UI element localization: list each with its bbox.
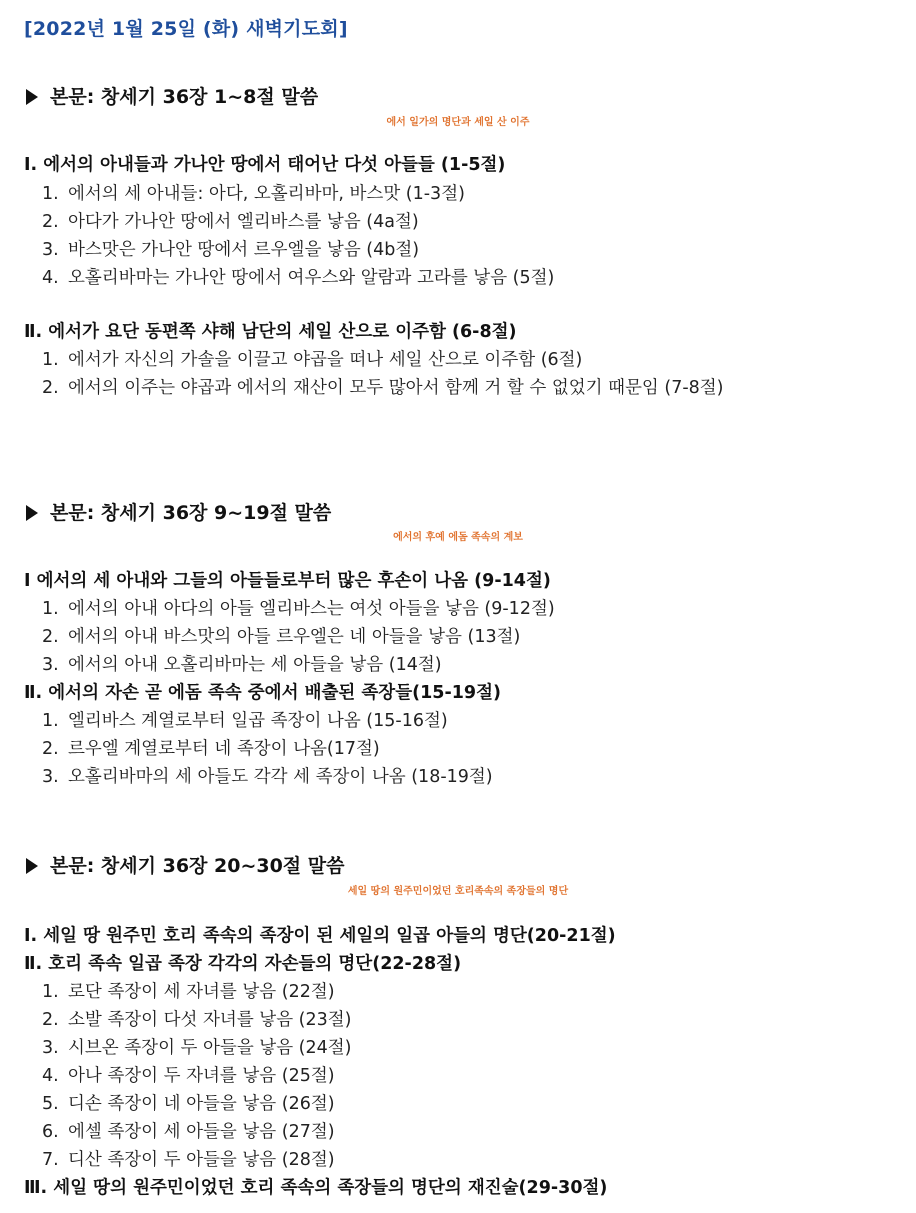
heading-3-3: Ⅲ. 세일 땅의 원주민이었던 호리 족속의 족장들의 명단의 재진술(29-30절) bbox=[24, 1178, 608, 1198]
list-item: 2. 에서의 아내 바스맛의 아들 르우엘은 네 아들을 낳음 (13절) bbox=[42, 627, 521, 647]
list-item: 2. 에서의 이주는 야곱과 에서의 재산이 모두 많아서 함께 거 할 수 없었기 때문임 (7-8절) bbox=[42, 378, 724, 398]
list-item: 1. 에서의 세 아내들: 아다, 오홀리바마, 바스맛 (1-3절) bbox=[42, 184, 465, 204]
heading-1-2: Ⅱ. 에서가 요단 동편쪽 샤해 남단의 세일 산으로 이주함 (6-8절) bbox=[24, 322, 517, 342]
passage-line-1 bbox=[26, 82, 318, 109]
passage-text: 본문: 창세기 36장 1~8절 말씀 bbox=[50, 86, 319, 108]
heading-2-1: Ⅰ 에서의 세 아내와 그들의 아들들로부터 많은 후손이 나옴 (9-14절) bbox=[24, 571, 551, 591]
list-item: 2. 르우엘 계열로부터 네 족장이 나옴(17절) bbox=[42, 739, 380, 759]
heading-1-1: Ⅰ. 에서의 아내들과 가나안 땅에서 태어난 다섯 아들들 (1-5절) bbox=[24, 155, 506, 175]
list-item: 3. 바스맛은 가나안 땅에서 르우엘을 낳음 (4b절) bbox=[42, 240, 420, 260]
heading-3-1: Ⅰ. 세일 땅 원주민 호리 족속의 족장이 된 세일의 일곱 아들의 명단(20-21절) bbox=[24, 926, 616, 946]
heading-3-2: Ⅱ. 호리 족속 일곱 족장 각각의 자손들의 명단(22-28절) bbox=[24, 954, 462, 974]
section-title-2: 에서의 후예 에돔 족속의 계보 bbox=[393, 532, 523, 543]
list-item: 3. 오홀리바마의 세 아들도 각각 세 족장이 나옴 (18-19절) bbox=[42, 767, 493, 787]
list-item: 3. 에서의 아내 오홀리바마는 세 아들을 낳음 (14절) bbox=[42, 655, 442, 675]
list-item: 1. 엘리바스 계열로부터 일곱 족장이 나옴 (15-16절) bbox=[42, 711, 448, 731]
list-item: 6. 에셀 족장이 세 아들을 낳음 (27절) bbox=[42, 1122, 335, 1142]
list-item: 4. 오홀리바마는 가나안 땅에서 여우스와 알람과 고라를 낳음 (5절) bbox=[42, 268, 555, 288]
section-title-1: 에서 일가의 명단과 세일 산 이주 bbox=[386, 117, 530, 128]
list-item: 7. 디산 족장이 두 아들을 낳음 (28절) bbox=[42, 1150, 335, 1170]
play-arrow-icon bbox=[26, 505, 38, 521]
list-item: 2. 소발 족장이 다섯 자녀를 낳음 (23절) bbox=[42, 1010, 352, 1030]
play-arrow-icon bbox=[26, 858, 38, 874]
list-item: 5. 디손 족장이 네 아들을 낳음 (26절) bbox=[42, 1094, 335, 1114]
section-title-3: 세일 땅의 원주민이었던 호리족속의 족장들의 명단 bbox=[347, 886, 569, 897]
passage-text: 본문: 창세기 36장 20~30절 말씀 bbox=[50, 855, 345, 877]
passage-text: 본문: 창세기 36장 9~19절 말씀 bbox=[50, 502, 332, 524]
page-header: [2022년 1월 25일 (화) 새벽기도회] bbox=[24, 18, 348, 40]
passage-line-2 bbox=[26, 498, 331, 525]
list-item: 3. 시브온 족장이 두 아들을 낳음 (24절) bbox=[42, 1038, 352, 1058]
list-item: 1. 에서가 자신의 가솔을 이끌고 야곱을 떠나 세일 산으로 이주함 (6절) bbox=[42, 350, 583, 370]
list-item: 2. 아다가 가나안 땅에서 엘리바스를 낳음 (4a절) bbox=[42, 212, 419, 232]
list-item: 4. 아나 족장이 두 자녀를 낳음 (25절) bbox=[42, 1066, 335, 1086]
passage-line-3 bbox=[26, 851, 345, 878]
list-item: 1. 로단 족장이 세 자녀를 낳음 (22절) bbox=[42, 982, 335, 1002]
play-arrow-icon bbox=[26, 89, 38, 105]
list-item: 1. 에서의 아내 아다의 아들 엘리바스는 여섯 아들을 낳음 (9-12절) bbox=[42, 599, 555, 619]
heading-2-2: Ⅱ. 에서의 자손 곧 에돔 족속 중에서 배출된 족장들(15-19절) bbox=[24, 683, 501, 703]
